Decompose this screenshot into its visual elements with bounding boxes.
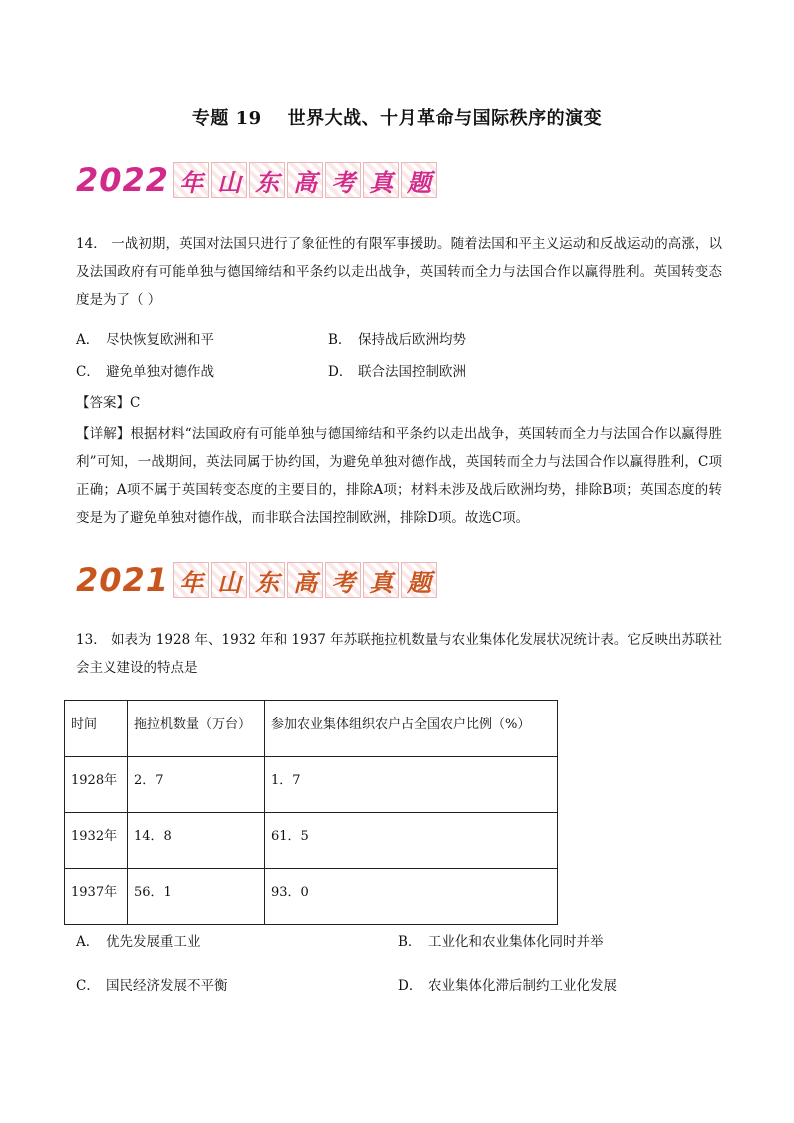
table-cell: 1932年 [65,813,128,869]
table-cell: 56．1 [128,869,265,925]
banner-2022-shandong-exam [76,160,439,200]
banner-char: 东 [249,562,285,598]
title-text: 世界大战、十月革命与国际秩序的演变 [287,108,603,129]
banner-char: 真 [363,162,399,198]
table-cell: 1928年 [65,757,128,813]
table-header-cell: 拖拉机数量（万台） [128,701,265,757]
banner-char: 山 [211,162,247,198]
table-row [65,813,558,869]
question-13-stem: 13． 如表为 1928 年、1932 年和 1937 年苏联拖拉机数量与农业集体化发展状况统计表。它反映出苏联社会主义建设的特点是 [76,632,722,676]
banner-char: 题 [401,562,437,598]
banner-year: 2021 [76,561,170,599]
table-cell: 61．5 [265,813,558,869]
banner-char: 真 [363,562,399,598]
table-cell: 1937年 [65,869,128,925]
banner-char: 高 [287,562,323,598]
page-title [0,104,794,130]
soviet-statistics-table [64,700,558,925]
banner-char: 年 [173,562,209,598]
table-cell: 1．7 [265,757,558,813]
banner-char: 山 [211,562,247,598]
q13-option-a: A． 优先发展重工业 [76,934,201,950]
table-cell: 2．7 [128,757,265,813]
banner-char: 考 [325,562,361,598]
table-cell: 14．8 [128,813,265,869]
q14-option-d: D． 联合法国控制欧洲 [328,364,466,380]
banner-year: 2022 [76,161,170,199]
title-number: 专题 19 [191,108,262,129]
q14-answer: 【答案】C [76,395,141,411]
banner-2021-shandong-exam [76,560,439,600]
table-cell: 93．0 [265,869,558,925]
banner-char: 东 [249,162,285,198]
q13-option-d: D． 农业集体化滞后制约工业化发展 [398,978,617,994]
table-header-row [65,701,558,757]
q14-option-c: C． 避免单独对德作战 [76,364,214,380]
q14-option-a: A． 尽快恢复欧洲和平 [76,332,214,348]
q14-option-b: B． 保持战后欧洲均势 [328,332,466,348]
banner-char: 高 [287,162,323,198]
banner-char: 题 [401,162,437,198]
banner-char: 考 [325,162,361,198]
table-row [65,869,558,925]
q14-detail: 【详解】根据材料“法国政府有可能单独与德国缔结和平条约以走出战争，英国转而全力与法国合作以赢得胜利”可知，一战期间，英法同属于协约国，为避免单独对德作战，英国转而全力与法国合作以赢得胜利，C项正确；A项不属于英国转变态度的主要目的，排除A项；材料未涉及战后欧洲均势，排除B项；英国态度的转变是为了避免单独对德作战，而非联合法国控制欧洲，排除D项。故选C项。 [76,426,722,526]
banner-char: 年 [173,162,209,198]
q13-option-c: C． 国民经济发展不平衡 [76,978,228,994]
q13-option-b: B． 工业化和农业集体化同时并举 [398,934,604,950]
table-row [65,757,558,813]
table-header-cell: 时间 [65,701,128,757]
question-14-stem: 14． 一战初期，英国对法国只进行了象征性的有限军事援助。随着法国和平主义运动和反战运动的高涨，以及法国政府有可能单独与德国缔结和平条约以走出战争，英国转而全力与法国合作以赢得胜利。英国转变态度是为了（ ） [76,236,722,308]
table-header-cell: 参加农业集体组织农户占全国农户比例（%） [265,701,558,757]
